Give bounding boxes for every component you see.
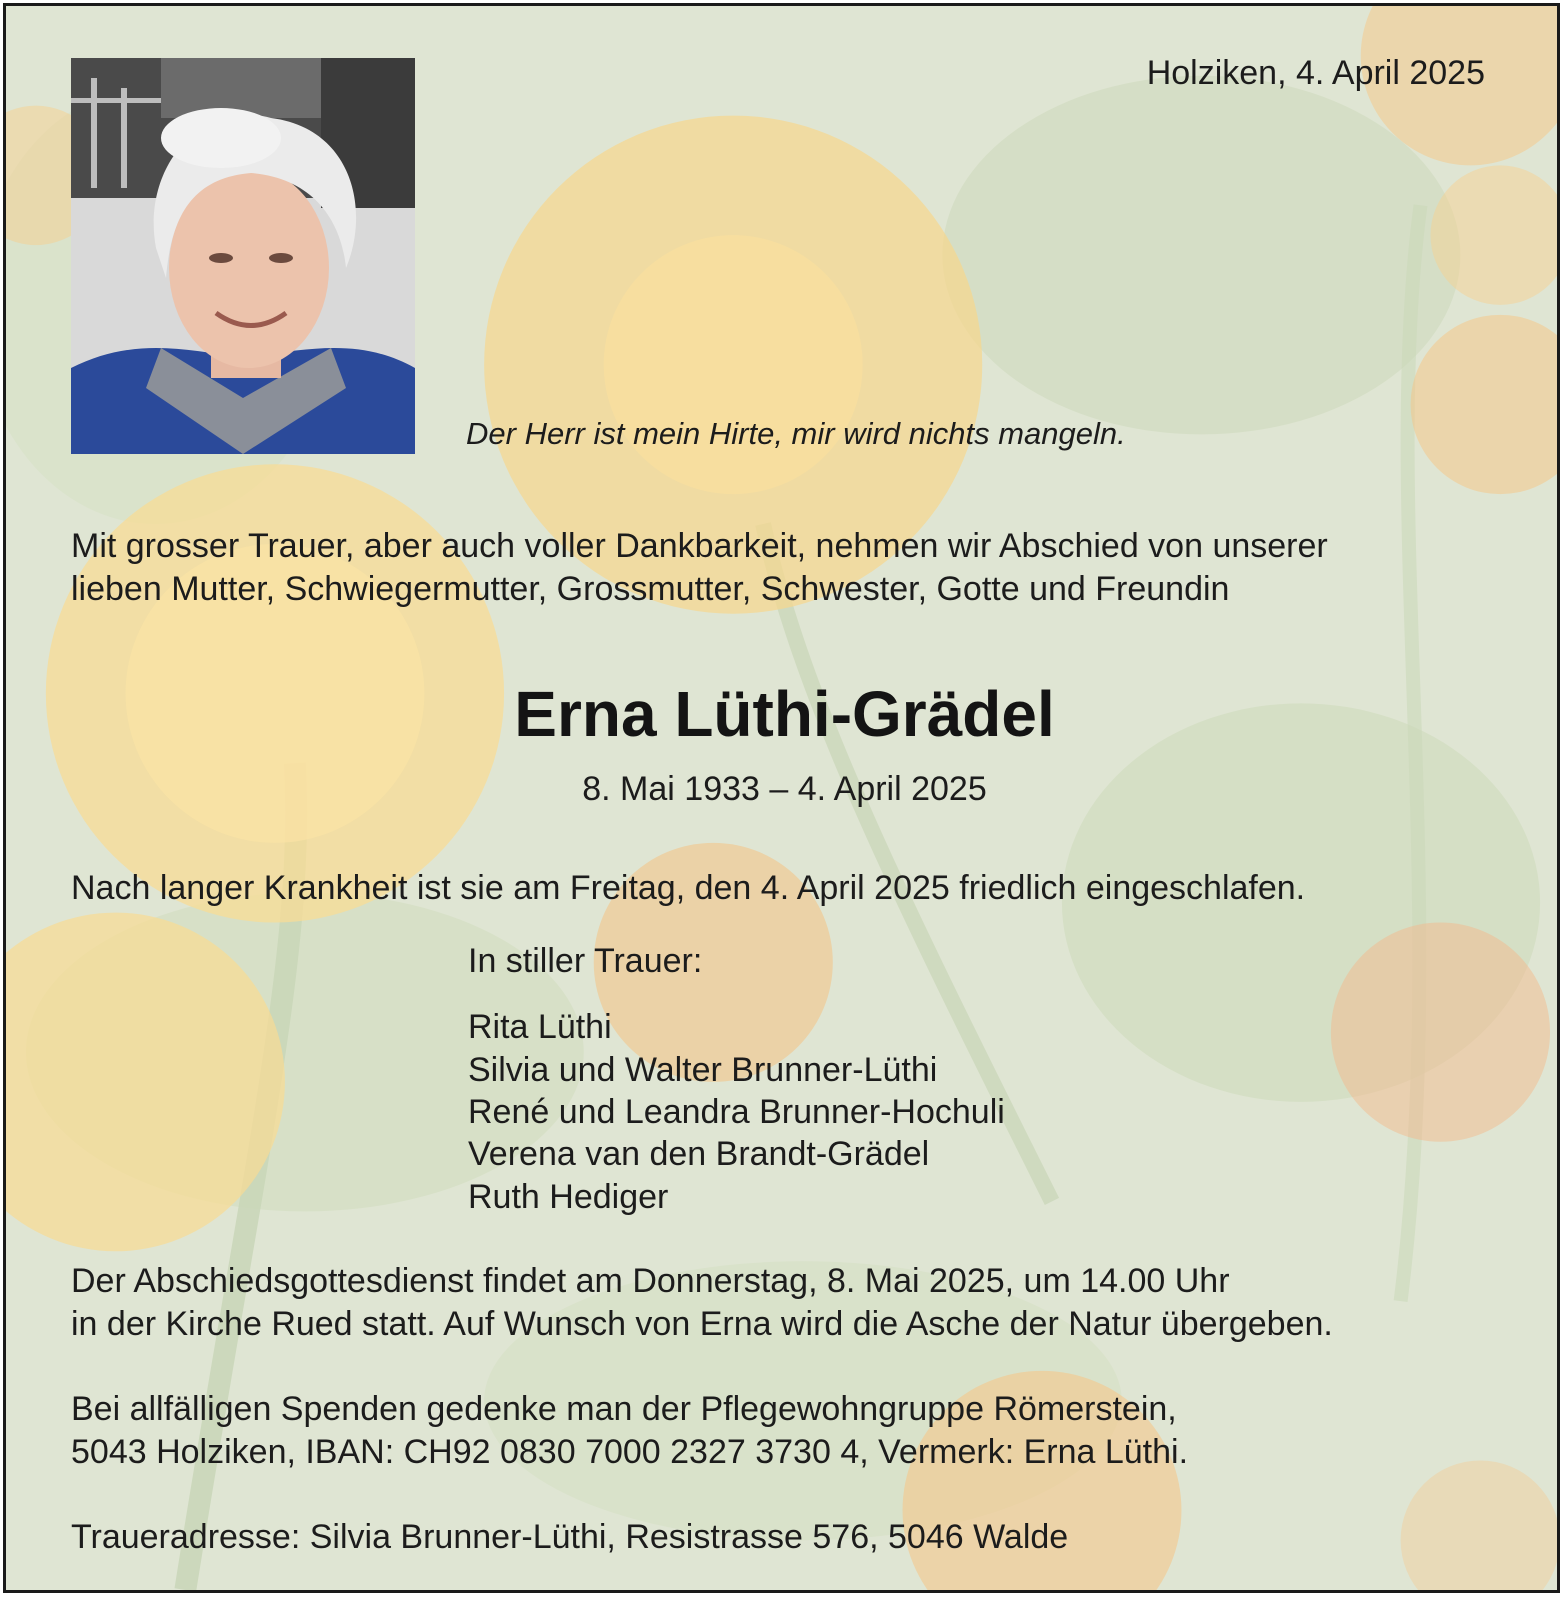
passing-notice: Nach langer Krankheit ist sie am Freitag, den 4. April 2025 friedlich eingeschlafen. <box>71 869 1306 907</box>
intro-line-1: Mit grosser Trauer, aber auch voller Dankbarkeit, nehmen wir Abschied von unserer <box>71 527 1328 565</box>
mourners-heading: In stiller Trauer: <box>468 942 703 980</box>
intro-line-2: lieben Mutter, Schwiegermutter, Grossmutter, Schwester, Gotte und Freundin <box>71 570 1230 608</box>
mourner-name: Silvia und Walter Brunner-Lüthi <box>468 1051 938 1089</box>
donations-line-1: Bei allfälligen Spenden gedenke man der Pflegewohngruppe Römerstein, <box>71 1390 1177 1428</box>
mourning-address: Traueradresse: Silvia Brunner-Lüthi, Resistrasse 576, 5046 Walde <box>71 1518 1069 1556</box>
bible-verse: Der Herr ist mein Hirte, mir wird nichts mangeln. <box>466 416 1126 451</box>
mourner-name: Ruth Hediger <box>468 1178 669 1216</box>
portrait-photo <box>71 58 415 454</box>
deceased-name: Erna Lüthi-Grädel <box>514 678 1055 750</box>
service-line-2: in der Kirche Rued statt. Auf Wunsch von Erna wird die Asche der Natur übergeben. <box>71 1305 1333 1343</box>
mourner-name: Verena van den Brandt-Grädel <box>468 1135 930 1173</box>
mourner-name: Rita Lüthi <box>468 1008 612 1046</box>
service-line-1: Der Abschiedsgottesdienst findet am Donnerstag, 8. Mai 2025, um 14.00 Uhr <box>71 1262 1230 1300</box>
place-date: Holziken, 4. April 2025 <box>1146 54 1485 92</box>
obituary-card <box>3 3 1560 1593</box>
donations-line-2: 5043 Holziken, IBAN: CH92 0830 7000 2327 3730 4, Vermerk: Erna Lüthi. <box>71 1433 1189 1471</box>
life-dates: 8. Mai 1933 – 4. April 2025 <box>582 770 987 808</box>
mourner-name: René und Leandra Brunner-Hochuli <box>468 1093 1005 1131</box>
